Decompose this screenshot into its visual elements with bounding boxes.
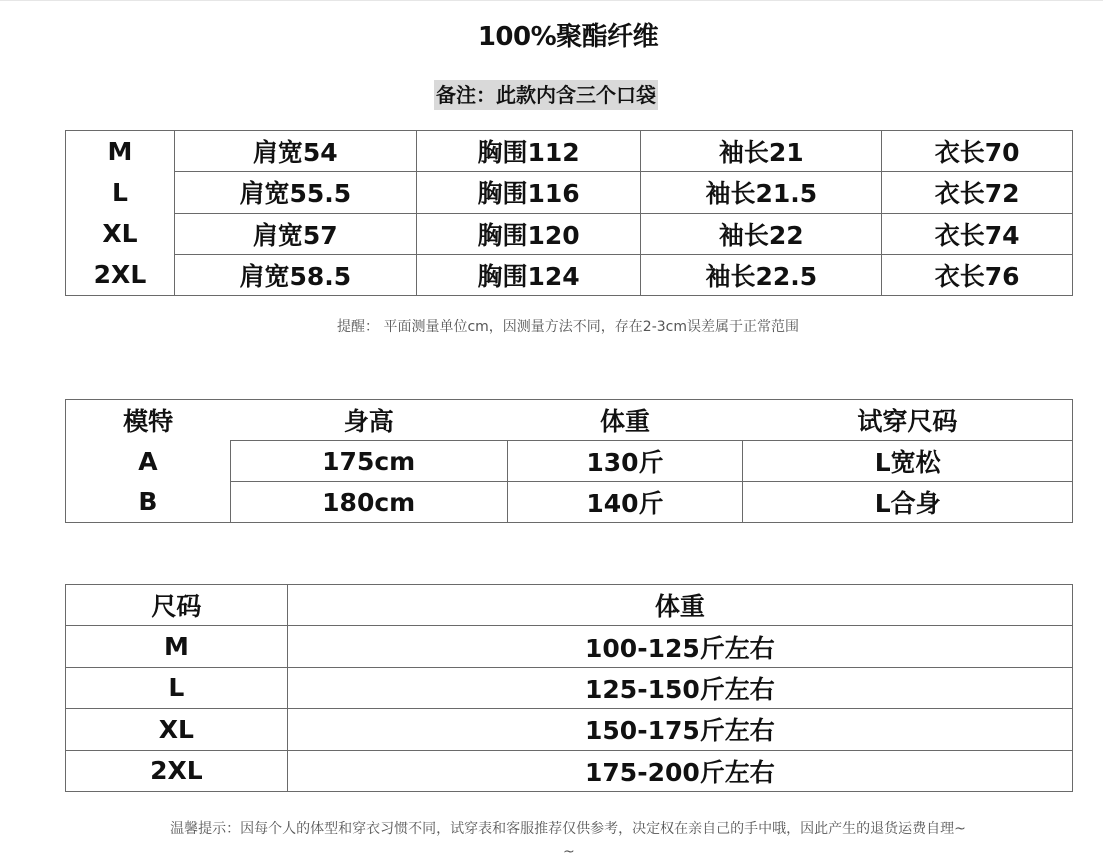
header-weight: 体重 bbox=[287, 585, 1072, 626]
shoulder-cell: 肩宽55.5 bbox=[174, 172, 416, 213]
header-size: 尺码 bbox=[66, 585, 288, 626]
length-cell: 衣长70 bbox=[882, 131, 1073, 172]
table-row bbox=[66, 626, 1073, 667]
weight-cell: 140斤 bbox=[507, 482, 743, 523]
footer-hint-text: 温馨提示：因每个人的体型和穿衣习惯不同，试穿表和客服推荐仅供参考，决定权在亲自己的手中哦，因此产生的退货运费自理~ bbox=[170, 821, 966, 837]
fit-cell: L合身 bbox=[743, 482, 1073, 523]
table-header-row bbox=[66, 585, 1073, 626]
weight-cell: 130斤 bbox=[507, 441, 743, 482]
model-cell: B bbox=[66, 482, 231, 523]
table-row bbox=[66, 213, 1073, 254]
shoulder-cell: 肩宽58.5 bbox=[174, 254, 416, 295]
length-cell: 衣长72 bbox=[882, 172, 1073, 213]
chest-cell: 胸围112 bbox=[416, 131, 641, 172]
page-title: 100%聚酯纤维 bbox=[477, 22, 659, 52]
sleeve-cell: 袖长21.5 bbox=[641, 172, 882, 213]
chest-cell: 胸围120 bbox=[416, 213, 641, 254]
size-weight-table bbox=[65, 584, 1073, 792]
table-header-row bbox=[66, 400, 1073, 441]
header-height: 身高 bbox=[230, 400, 507, 441]
size-cell: L bbox=[66, 667, 288, 708]
shoulder-cell: 肩宽57 bbox=[174, 213, 416, 254]
weight-range-cell: 100-125斤左右 bbox=[287, 626, 1072, 667]
header-weight: 体重 bbox=[507, 400, 743, 441]
shoulder-cell: 肩宽54 bbox=[174, 131, 416, 172]
header-model: 模特 bbox=[66, 400, 231, 441]
model-fit-table bbox=[65, 399, 1073, 523]
measurement-hint: 提醒： 平面测量单位cm，因测量方法不同，存在2-3cm误差属于正常范围 bbox=[337, 319, 799, 335]
sleeve-cell: 袖长21 bbox=[641, 131, 882, 172]
table-row bbox=[66, 254, 1073, 295]
weight-range-cell: 175-200斤左右 bbox=[287, 750, 1072, 791]
table-row bbox=[66, 750, 1073, 791]
length-cell: 衣长76 bbox=[882, 254, 1073, 295]
size-cell: XL bbox=[66, 709, 288, 750]
footer-hint bbox=[0, 818, 1103, 860]
sleeve-cell: 袖长22.5 bbox=[641, 254, 882, 295]
header-fit-size: 试穿尺码 bbox=[743, 400, 1073, 441]
model-cell: A bbox=[66, 441, 231, 482]
size-cell: M bbox=[66, 131, 175, 172]
chest-cell: 胸围124 bbox=[416, 254, 641, 295]
table-row bbox=[66, 482, 1073, 523]
table-row bbox=[66, 441, 1073, 482]
pocket-note: 备注：此款内含三个口袋 bbox=[434, 80, 658, 110]
length-cell: 衣长74 bbox=[882, 213, 1073, 254]
size-cell: M bbox=[66, 626, 288, 667]
size-cell: XL bbox=[66, 213, 175, 254]
weight-range-cell: 150-175斤左右 bbox=[287, 709, 1072, 750]
top-divider bbox=[0, 0, 1103, 1]
sleeve-cell: 袖长22 bbox=[641, 213, 882, 254]
size-cell: 2XL bbox=[66, 750, 288, 791]
size-cell: 2XL bbox=[66, 254, 175, 295]
table-row bbox=[66, 131, 1073, 172]
size-cell: L bbox=[66, 172, 175, 213]
chest-cell: 胸围116 bbox=[416, 172, 641, 213]
table-row bbox=[66, 172, 1073, 213]
weight-range-cell: 125-150斤左右 bbox=[287, 667, 1072, 708]
table-row bbox=[66, 709, 1073, 750]
height-cell: 180cm bbox=[230, 482, 507, 523]
table-row bbox=[66, 667, 1073, 708]
footer-tilde: ~ bbox=[563, 844, 575, 860]
height-cell: 175cm bbox=[230, 441, 507, 482]
size-spec-table bbox=[65, 130, 1073, 296]
fit-cell: L宽松 bbox=[743, 441, 1073, 482]
